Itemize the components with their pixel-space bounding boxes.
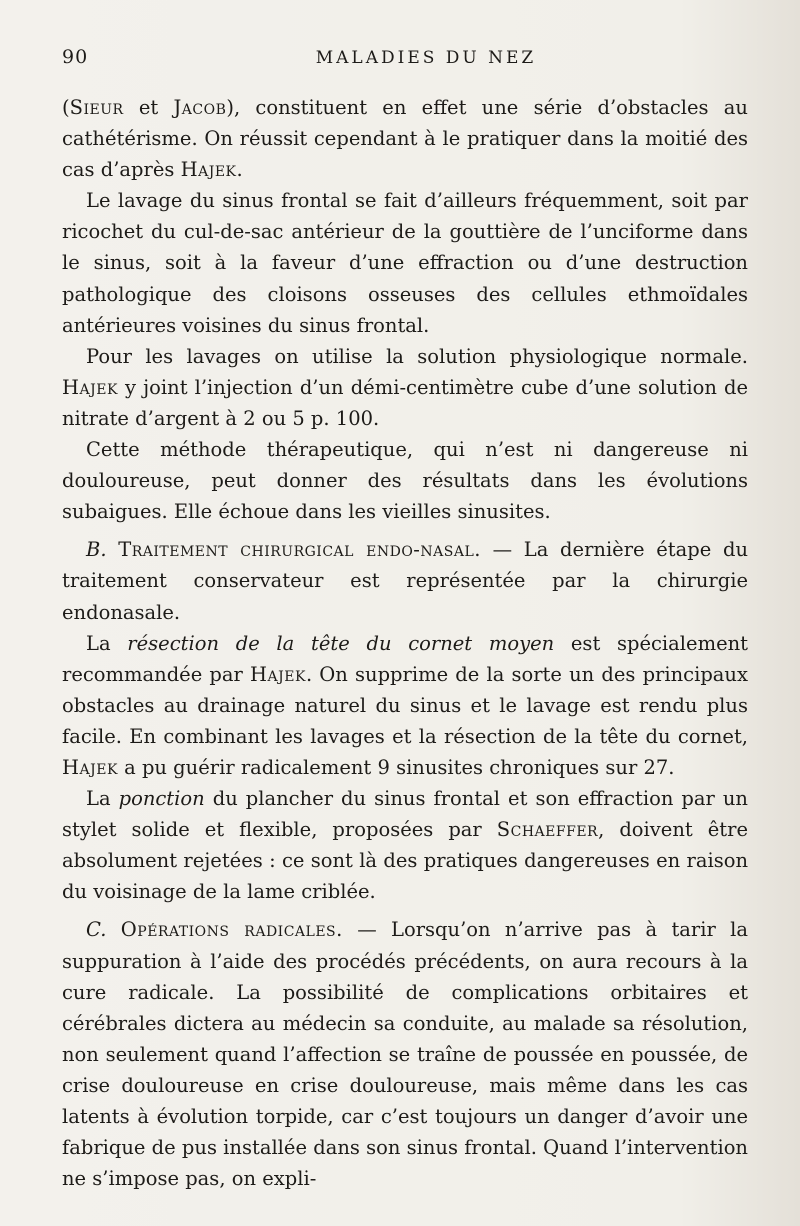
body-text <box>62 92 748 1194</box>
section-letter: B. <box>86 538 107 562</box>
paragraph-continuation: (Sieur et Jacob), constituent en effet une série d’obstacles au cathétérisme. On réussit cependant à le pratiquer dans la moitié des cas d’après Hajek. <box>62 96 748 182</box>
author-name: Hajek <box>180 158 237 182</box>
page-number: 90 <box>62 46 89 68</box>
running-head <box>62 46 750 74</box>
author-name: Hajek <box>62 755 118 779</box>
section-c-heading: C. Opérations radicales. — Lorsqu’on n’arrive pas à tarir la suppuration à l’aide des procédés précédents, on aura recours à la cure radicale. La possibilité de complications orbitaires et cérébrales dictera au médecin sa conduite, au malade sa résolution, non seulement quand l’affection se traîne de poussée en poussée, de crise douloureuse en crise douloureuse, mais même dans les cas latents à évolution torpide, car c’est toujours un danger d’avoir une fabrique de pus installée dans son sinus frontal. Quand l’intervention ne s’impose pas, on expli- <box>62 918 749 1191</box>
paragraph-resection: La résection de la tête du cornet moyen est spécialement recommandée par Hajek. On supprime de la sorte un des principaux obstacles au drainage naturel du sinus et le lavage est rendu plus facile. En combinant les lavages et la résection de la tête du cornet, Hajek a pu guérir radicalement 9 sinusites chroniques sur 27. <box>62 631 749 779</box>
author-name: Schaeffer <box>496 818 599 842</box>
paragraph-ponction: La ponction du plancher du sinus frontal et son effraction par un stylet solide et flexible, proposées par Schaeffer, doivent être absolument rejetées : ce sont là des pratiques dangereuses en raison du voisinage de la lame criblée. <box>62 787 748 904</box>
italic-term: résection de la tête du cornet moyen <box>127 631 555 655</box>
paragraph-methode: Cette méthode thérapeutique, qui n’est ni dangereuse ni douloureuse, peut donner des résultats dans les évolutions subaigues. Elle échoue dans les vieilles sinusites. <box>62 438 748 524</box>
paragraph-solution: Pour les lavages on utilise la solution physiologique normale. Hajek y joint l’injection d’un démi-centimètre cube d’une solution de nitrate d’argent à 2 ou 5 p. 100. <box>62 344 748 430</box>
paragraph-lavage: Le lavage du sinus frontal se fait d’ailleurs fréquemment, soit par ricochet du cul-de-sac antérieur de la gouttière de l’unciforme dans le sinus, soit à la faveur d’une effraction ou d’une destruction pathologique des cloisons osseuses des cellules ethmoïdales antérieures voisines du sinus frontal. <box>62 189 748 337</box>
section-title: Traitement chirurgical endo-nasal. <box>118 538 481 562</box>
author-name: Hajek <box>62 375 118 399</box>
author-name: Hajek <box>250 662 306 686</box>
author-name: Sieur <box>69 96 124 119</box>
italic-term: ponction <box>118 787 205 811</box>
author-name: Jacob <box>173 96 227 119</box>
section-title: Opérations radicales. <box>120 918 343 942</box>
running-title: MALADIES DU NEZ <box>315 48 537 68</box>
section-letter: C. <box>86 918 107 942</box>
section-b-heading: B. Traitement chirurgical endo-nasal. — La dernière étape du traitement conservateur est représentée par la chirurgie endonasale. <box>62 538 748 624</box>
